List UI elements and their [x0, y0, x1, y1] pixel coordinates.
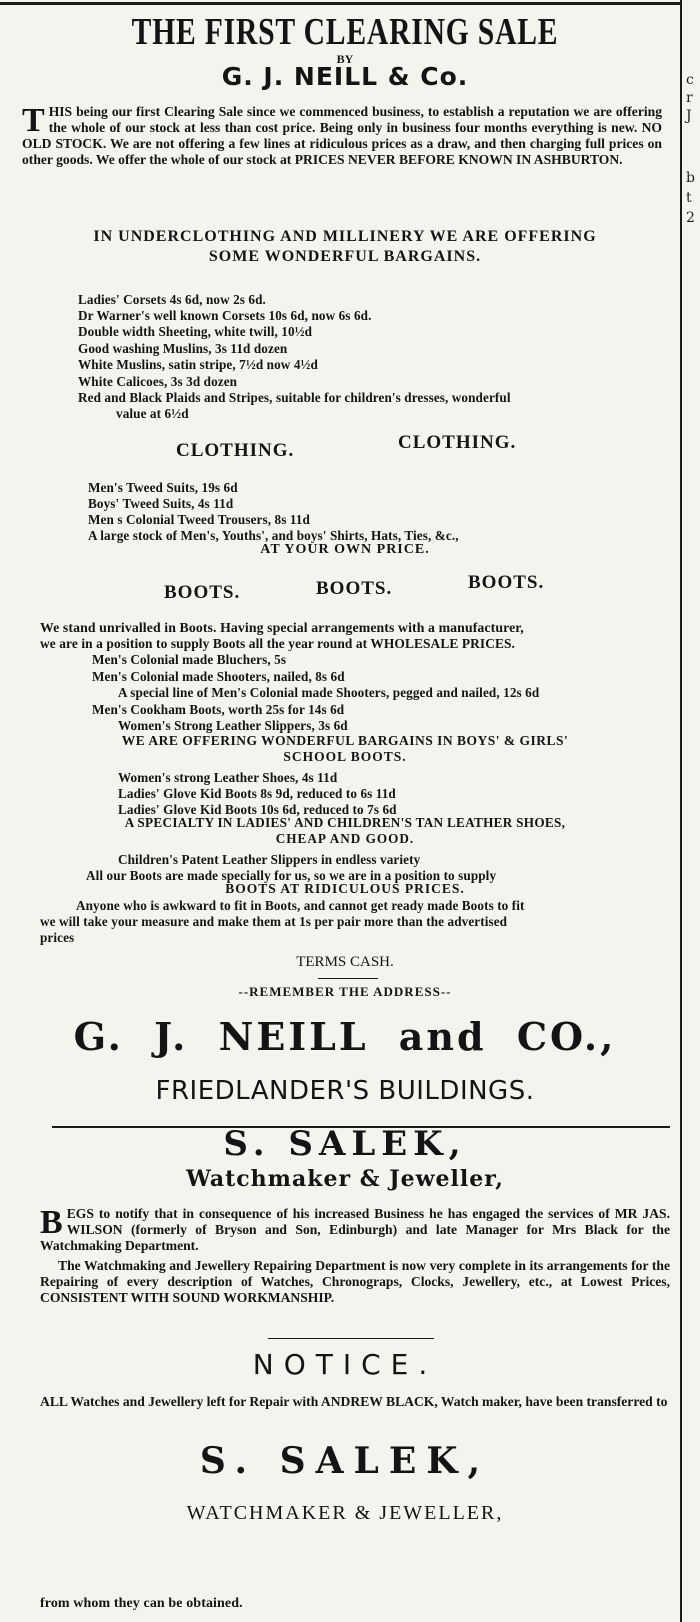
boots-heading: BOOTS. — [316, 578, 393, 599]
clothing-price-line: AT YOUR OWN PRICE. — [260, 542, 430, 557]
clothing-heading-right: CLOTHING. — [398, 432, 517, 453]
list-item: Men's Colonial made Bluchers, 5s — [92, 652, 287, 667]
boots-intro: we are in a position to supply Boots all the year round at WHOLESALE PRICES. — [40, 636, 515, 651]
address-firm: G. J. NEILL and CO., — [73, 1014, 617, 1059]
list-item: Boys' Tweed Suits, 4s 11d — [88, 496, 234, 511]
underclothing-heading-2: SOME WONDERFUL BARGAINS. — [208, 248, 482, 265]
notice-salek-trade: WATCHMAKER & JEWELLER, — [186, 1502, 504, 1524]
list-item: All our Boots are made specially for us, so we are in a position to supply — [86, 868, 497, 883]
salek-paragraph-2 — [40, 1258, 670, 1306]
list-item: Men's Tweed Suits, 19s 6d — [88, 480, 238, 495]
underclothing-heading: IN UNDERCLOTHING AND MILLINERY WE ARE OFFERING — [93, 228, 597, 245]
notice-heading: NOTICE. — [252, 1348, 438, 1381]
specialty-heading: A SPECIALTY IN LADIES' AND CHILDREN'S TAN LEATHER SHOES, — [124, 815, 566, 830]
measure-text: Anyone who is awkward to fit in Boots, and cannot get ready made Boots to fit — [76, 898, 525, 913]
list-item: Women's strong Leather Shoes, 4s 11d — [118, 770, 338, 785]
notice-body: ALL Watches and Jewellery left for Repair with ANDREW BLACK, Watch maker, have been transferred to — [40, 1394, 668, 1409]
list-item: Men's Cookham Boots, worth 25s for 14s 6d — [92, 702, 345, 717]
measure-text: prices — [40, 930, 75, 945]
ridiculous-prices: BOOTS AT RIDICULOUS PRICES. — [225, 881, 465, 896]
clothing-heading-left: CLOTHING. — [176, 440, 295, 461]
salek-paragraph-1-text: EGS to notify that in consequence of his increased Business he has engaged the services of MR JAS. WILSON (formerly of Bryson and Son, Edinburgh) and late Manager for Mrs Black for the Watchmaking Department. — [40, 1206, 670, 1253]
edge-fragment: r — [686, 90, 693, 106]
boots-heading: BOOTS. — [468, 572, 545, 593]
notice-salek-name: S. SALEK, — [199, 1440, 491, 1482]
list-item: Ladies' Glove Kid Boots 8s 9d, reduced to 6s 11d — [118, 786, 396, 801]
edge-fragment: b — [686, 170, 695, 186]
edge-fragment: c — [686, 72, 694, 88]
list-item: White Muslins, satin stripe, 7½d now 4½d — [78, 357, 318, 372]
top-rule — [0, 2, 680, 5]
salek-paragraph-1 — [40, 1206, 670, 1254]
list-item: Men s Colonial Tweed Trousers, 8s 11d — [88, 512, 310, 527]
terms-underline — [318, 978, 378, 979]
terms-cash: TERMS CASH. — [296, 954, 394, 970]
list-item: Dr Warner's well known Corsets 10s 6d, now 6s 6d. — [78, 308, 372, 323]
specialty-heading-2: CHEAP AND GOOD. — [275, 831, 415, 846]
intro-text: HIS being our first Clearing Sale since we commenced business, to establish a reputation we are offering the whole of our stock at less than cost price. Being only in business four months everything is new. NO OLD STOCK. We are not offering a few lines at ridiculous prices as a draw, and then charging full prices on other goods. We offer the whole of our stock at PRICES NEVER BEFORE KNOWN IN ASHBURTON. — [22, 104, 662, 167]
list-item: Men's Colonial made Shooters, nailed, 8s 6d — [92, 669, 345, 684]
list-item: Red and Black Plaids and Stripes, suitable for children's dresses, wonderful — [78, 390, 511, 405]
ad-firm: G. J. NEILL & Co. — [221, 62, 469, 91]
list-item: Good washing Muslins, 3s 11d dozen — [78, 341, 288, 356]
notice-closing: from whom they can be obtained. — [40, 1596, 243, 1611]
measure-text: we will take your measure and make them at 1s per pair more than the advertised — [40, 914, 508, 929]
list-item: Women's Strong Leather Slippers, 3s 6d — [118, 718, 348, 733]
list-item: Ladies' Corsets 4s 6d, now 2s 6d. — [78, 292, 266, 307]
salek-dropcap: B — [40, 1204, 63, 1241]
salek-name: S. SALEK, — [223, 1124, 467, 1164]
list-item: Ladies' Glove Kid Boots 10s 6d, reduced to 7s 6d — [118, 802, 397, 817]
edge-fragment: J — [686, 108, 692, 124]
boots-heading: BOOTS. — [164, 582, 241, 603]
list-item: Double width Sheeting, white twill, 10½d — [78, 324, 313, 339]
list-item: White Calicoes, 3s 3d dozen — [78, 374, 238, 389]
intro-paragraph — [22, 104, 662, 168]
intro-dropcap: T — [22, 102, 45, 139]
list-item: A special line of Men's Colonial made Shooters, pegged and nailed, 12s 6d — [118, 685, 540, 700]
address-building: FRIEDLANDER'S BUILDINGS. — [155, 1076, 535, 1106]
list-item: value at 6½d — [116, 406, 189, 421]
boots-intro: We stand unrivalled in Boots. Having special arrangements with a manufacturer, — [40, 620, 524, 635]
edge-fragment: t — [686, 190, 692, 206]
edge-fragment: 2 — [686, 210, 695, 226]
ad-by: BY — [336, 52, 354, 66]
list-item: Children's Patent Leather Slippers in endless variety — [118, 852, 421, 867]
list-item: A large stock of Men's, Youths', and boys' Shirts, Hats, Ties, &c., — [88, 528, 459, 543]
salek-paragraph-2-text: The Watchmaking and Jewellery Repairing Department is now very complete in its arrangements for the Repairing of every description of Watches, Chronograps, Clocks, Jewellery, etc., at Lowest Prices, CONSISTENT WITH SOUND WORKMANSHIP. — [40, 1258, 670, 1305]
ad-title: THE FIRST CLEARING SALE — [131, 11, 559, 53]
notice-rule — [268, 1338, 434, 1339]
salek-trade: Watchmaker & Jeweller, — [186, 1166, 504, 1192]
school-boots-heading-2: SCHOOL BOOTS. — [283, 749, 407, 764]
school-boots-heading: WE ARE OFFERING WONDERFUL BARGAINS IN BOYS' & GIRLS' — [121, 733, 569, 748]
remember-address: --REMEMBER THE ADDRESS-- — [238, 984, 452, 999]
